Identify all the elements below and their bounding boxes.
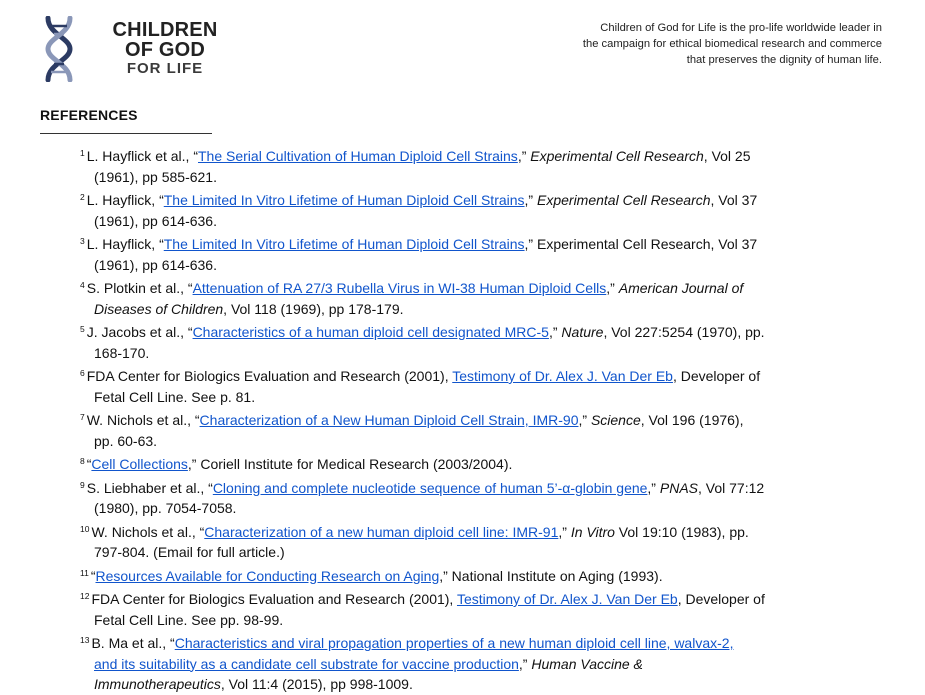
reference-list: [80, 143, 840, 695]
reference-text: ,”: [518, 655, 532, 672]
reference-link[interactable]: Testimony of Dr. Alex J. Van Der Eb: [452, 368, 673, 384]
footnote-number: 3: [80, 236, 85, 246]
footnote-number: 2: [80, 192, 85, 202]
reference-continuation: [94, 167, 840, 188]
reference-text: , Vol 118 (1969), pp 178-179.: [223, 300, 404, 317]
logo[interactable]: [42, 16, 242, 82]
page-header: [0, 0, 925, 95]
reference-text: ,”: [606, 280, 619, 296]
reference-continuation: [94, 610, 840, 631]
reference-link[interactable]: Characteristics and viral propagation properties of a new human diploid cell line, walvax-2,: [174, 635, 734, 651]
reference-link[interactable]: Attenuation of RA 27/3 Rubella Virus in WI-38 Human Diploid Cells: [192, 280, 607, 296]
journal-name: Nature: [561, 324, 604, 340]
reference-continuation: [94, 431, 840, 452]
reference-text: S. Plotkin et al., “: [86, 280, 193, 296]
footnote-number: 13: [80, 635, 90, 645]
reference-item: [80, 519, 840, 563]
reference-text: “: [90, 567, 96, 584]
reference-continuation: [94, 674, 840, 695]
footnote-separator: [40, 133, 212, 134]
journal-name: Experimental Cell Research: [537, 192, 711, 208]
reference-item: [80, 363, 840, 407]
reference-link[interactable]: and its suitability as a candidate cell substrate for vaccine production: [94, 655, 519, 672]
section-heading: REFERENCES: [40, 107, 138, 123]
reference-text: , Vol 25: [703, 148, 751, 164]
reference-text: , Vol 37: [710, 192, 758, 208]
footnote-number: 4: [80, 280, 85, 290]
reference-link[interactable]: Testimony of Dr. Alex J. Van Der Eb: [456, 591, 678, 607]
reference-link[interactable]: The Limited In Vitro Lifetime of Human Diploid Cell Strains: [163, 192, 525, 208]
reference-continuation: [94, 387, 840, 408]
reference-text: S. Liebhaber et al., “: [86, 479, 213, 496]
reference-text: (1980), pp. 7054-7058.: [94, 500, 237, 516]
reference-text: L. Hayflick, “: [86, 192, 164, 208]
journal-name: Experimental Cell Research: [530, 148, 704, 164]
reference-text: , Developer of: [672, 368, 761, 384]
reference-link[interactable]: Characterization of a new human diploid cell line: IMR-91: [204, 523, 559, 540]
reference-text: 168-170.: [94, 344, 150, 361]
journal-name: American Journal of: [618, 280, 744, 296]
footnote-number: 11: [80, 567, 89, 578]
footnote-number: 10: [80, 523, 90, 534]
reference-text: ,” National Institute on Aging (1993).: [439, 567, 663, 584]
reference-text: (1961), pp 585-621.: [94, 168, 217, 185]
reference-text: (1961), pp 614-636.: [94, 212, 217, 229]
tagline-line-2: the campaign for ethical biomedical research and commerce: [582, 38, 882, 50]
reference-text: Fetal Cell Line. See pp. 98-99.: [94, 611, 284, 628]
reference-item: [80, 407, 840, 451]
reference-text: L. Hayflick, “: [86, 236, 164, 252]
reference-item: [80, 187, 840, 231]
reference-link[interactable]: Characterization of a New Human Diploid Cell Strain, IMR-90: [199, 412, 579, 428]
reference-text: ,”: [578, 412, 591, 428]
footnote-number: 8: [80, 456, 85, 466]
reference-text: L. Hayflick et al., “: [86, 148, 198, 164]
reference-item: [80, 586, 840, 630]
reference-text: 797-804. (Email for full article.): [94, 544, 285, 560]
tagline-line-1: Children of God for Life is the pro-life worldwide leader in: [600, 22, 882, 34]
footnote-number: 7: [80, 412, 85, 422]
journal-name: Diseases of Children: [94, 300, 224, 317]
reference-continuation: [94, 542, 840, 563]
reference-link[interactable]: The Serial Cultivation of Human Diploid Cell Strains: [198, 148, 518, 164]
journal-name: Human Vaccine &: [531, 655, 643, 672]
reference-item: [80, 319, 840, 363]
reference-text: W. Nichols et al., “: [86, 412, 200, 428]
logo-line-3: FOR LIFE: [126, 60, 204, 77]
reference-text: , Developer of: [677, 591, 765, 607]
reference-text: FDA Center for Biologics Evaluation and Research (2001),: [86, 368, 453, 384]
reference-text: , Vol 196 (1976),: [640, 412, 744, 428]
tagline-line-3: that preserves the dignity of human life.: [686, 54, 882, 66]
reference-text: B. Ma et al., “: [91, 635, 175, 651]
reference-item: [80, 630, 840, 695]
reference-text: , Vol 227:5254 (1970), pp.: [603, 324, 765, 340]
reference-text: , Vol 77:12: [698, 479, 765, 496]
reference-item: [80, 451, 840, 475]
reference-text: ,”: [548, 324, 562, 340]
journal-name: In Vitro: [570, 523, 615, 540]
footnote-number: 6: [80, 368, 85, 378]
reference-text: , Vol 11:4 (2015), pp 998-1009.: [220, 676, 413, 692]
footnote-number: 9: [80, 479, 85, 490]
reference-text: ,” Experimental Cell Research, Vol 37: [524, 236, 758, 252]
logo-line-1: CHILDREN: [112, 19, 218, 41]
logo-line-2: OF GOD: [124, 39, 206, 61]
reference-text: ,” Coriell Institute for Medical Research (2003/2004).: [187, 456, 513, 472]
reference-continuation: [94, 211, 840, 232]
reference-continuation: [94, 299, 840, 320]
reference-link[interactable]: Characteristics of a human diploid cell designated MRC-5: [192, 324, 549, 340]
reference-text: “: [86, 456, 92, 472]
footnote-number: 12: [80, 591, 90, 601]
reference-text: (1961), pp 614-636.: [94, 256, 217, 273]
reference-item: [80, 563, 840, 587]
reference-text: pp. 60-63.: [94, 432, 158, 449]
reference-continuation: [94, 343, 840, 364]
reference-link[interactable]: Cell Collections: [91, 456, 188, 472]
footnote-number: 1: [80, 148, 85, 158]
reference-text: ,”: [524, 192, 537, 208]
reference-link[interactable]: The Limited In Vitro Lifetime of Human Diploid Cell Strains: [163, 236, 525, 252]
reference-item: [80, 143, 840, 187]
footnote-number: 5: [80, 324, 85, 334]
reference-continuation: [94, 255, 840, 276]
logo-wordmark: [85, 20, 245, 78]
reference-text: FDA Center for Biologics Evaluation and Research (2001),: [91, 591, 457, 607]
reference-text: Fetal Cell Line. See p. 81.: [94, 388, 256, 405]
reference-item: [80, 275, 840, 319]
reference-text: Vol 19:10 (1983), pp.: [614, 523, 749, 540]
reference-text: ,”: [647, 479, 660, 496]
journal-name: Science: [590, 412, 641, 428]
journal-name: Immunotherapeutics: [94, 676, 221, 692]
reference-link[interactable]: Cloning and complete nucleotide sequence of human 5’-α-globin gene: [212, 479, 648, 496]
reference-text: J. Jacobs et al., “: [86, 324, 193, 340]
reference-link[interactable]: Resources Available for Conducting Research on Aging: [95, 567, 440, 584]
reference-item: [80, 231, 840, 275]
reference-text: ,”: [517, 148, 531, 164]
tagline: [522, 20, 882, 68]
journal-name: PNAS: [659, 479, 698, 496]
dna-helix-icon: [42, 16, 76, 82]
reference-text: ,”: [558, 523, 571, 540]
reference-continuation: [94, 498, 840, 519]
reference-item: [80, 475, 840, 519]
reference-text: W. Nichols et al., “: [91, 523, 205, 540]
